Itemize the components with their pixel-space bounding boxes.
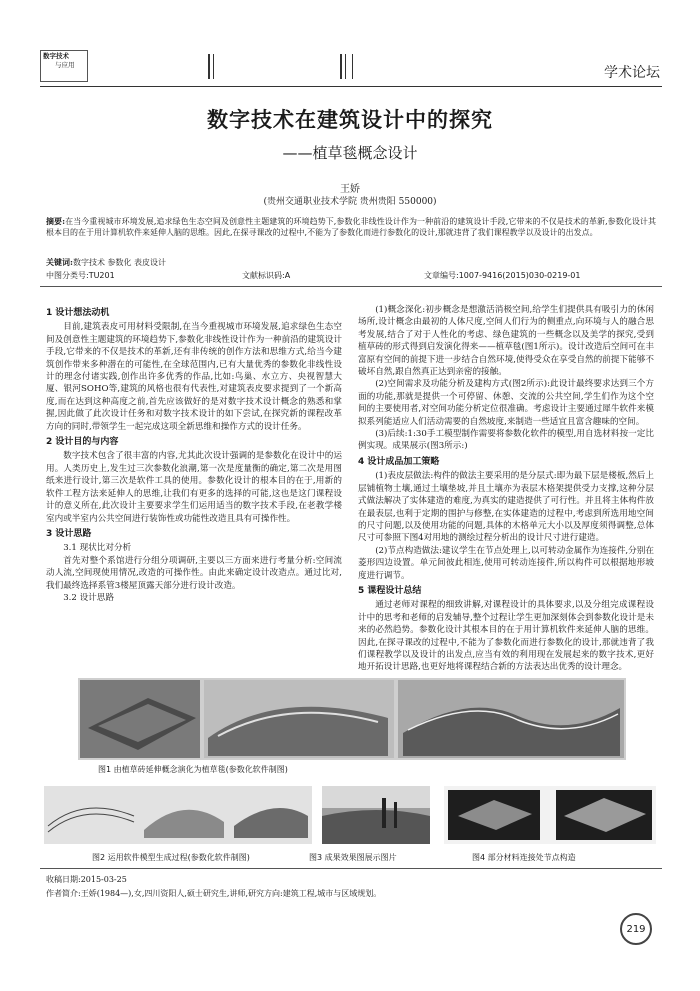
body-paragraph: 数字技术包含了很丰富的内容,尤其此次设计强调的是参数化在设计中的运用。人类历史上,发生过三次参数化浪潮,第一次是度量衡的确定,第二次是用图纸来进行设计,第三次是软件工具的使用。参数化设计的根本目的在于,用新的软件工程方法来延伸人的思维,让我们有更多的选择的可能,这也是这门课程设计的意义所在,此次设计主要要求学生们运用适当的数字技术手段,在老教学楼室内或半室内公共空间进行装饰性或功能性改造且具有可操作性。	[46, 451, 342, 524]
figure-1-panel-1	[80, 680, 200, 758]
figure-2-caption: 图2 运用软件模型生成过程(参数化软件制图)	[92, 853, 250, 862]
header-bar	[340, 54, 342, 79]
section-label: 学术论坛	[604, 65, 660, 81]
page-number: 219	[620, 913, 652, 945]
figure-2-image	[44, 786, 312, 844]
section-heading: 1 设计想法动机	[46, 308, 110, 318]
article-title: 数字技术在建筑设计中的探究	[207, 108, 493, 132]
journal-name-line1: 数字技术	[43, 52, 69, 60]
right-column	[358, 304, 654, 674]
author-name: 王娇	[340, 184, 360, 195]
article-number: 文章编号:1007-9416(2015)030-0219-01	[424, 271, 581, 280]
figure-1-panel-3	[398, 680, 624, 758]
body-paragraph: (1)表皮层做法:构件的做法主要采用的是分层式:即为最下层是楼板,然后上层铺植物土壤,通过土壤垫坡,并且土壤亦为表层木格架提供受力支撑,这种分层式做法解决了实体建造的难度,为真实的建造提供了可行性。并且将主体构件放在最表层,也利于定期的围护与修整,在实体建造的过程中,考虑到所选用地空间的尺寸问题,以及使用功能的问题,具体的木格单元大小以及厚度须得调整,总体尺寸可参照下图4对用地的测绘过程分析出的设计尺寸进行建造。	[358, 471, 654, 544]
body-paragraph: (2)空间需求及功能分析及建构方式(图2所示):此设计最终要求达到三个方面的功能,那就是提供一个可停留、休憩、交流的公共空间,学生们作为这个空间的主要使用者,对空间功能分析定位很准确。考虑设计主要通过犀牛软件来模拟系列能适应人们活动需要的自然坡度,来制造一些适宜且富含趣味的空间。	[358, 379, 654, 427]
figure-4-image	[444, 786, 656, 844]
footer-divider	[40, 868, 662, 869]
keywords-text: 数字技术 参数化 表皮设计	[72, 258, 167, 267]
received-date: 收稿日期:2015-03-25	[46, 875, 127, 884]
section-heading: 4 设计成品加工策略	[358, 456, 440, 467]
document-code: 文献标识码:A	[242, 271, 291, 280]
figure-4-caption: 图4 部分材料连接处节点构造	[472, 853, 576, 862]
body-paragraph: (3)后续:1:30手工模型制作需要将参数化软件的模型,用自选材料按一定比例实现。成果展示(图3所示:)	[358, 429, 654, 452]
figure-3-image	[322, 786, 430, 844]
article-subtitle: ——植草毯概念设计	[282, 144, 418, 162]
body-paragraph: (2)节点构造做法:建议学生在节点处理上,以可转动金属作为连接件,分别在菱形四边设置。单元间彼此相连,使用可转动连接件,所以构件可以根据地形坡度进行调节。	[358, 545, 654, 581]
figure-1-panel-2	[204, 680, 394, 758]
body-paragraph: 首先对整个系馆进行分组分项调研,主要以三方面来进行考量分析:空间流动人流,空间现使用情况,改造的可操作性。由此来确定设计改造点。通过比对,我们最终选择系管3楼屋顶露天部分进行设计改造。	[46, 555, 342, 591]
abstract-divider	[40, 286, 662, 287]
journal-name-line2: 与应用	[55, 61, 75, 69]
section-heading: 2 设计目的与内容	[46, 437, 119, 448]
keywords-label: 关键词:	[46, 257, 73, 267]
clc-number: 中图分类号:TU201	[46, 271, 115, 280]
journal-logo-box	[40, 50, 88, 82]
author-affiliation: (贵州交通职业技术学院 贵州贵阳 550000)	[263, 197, 437, 207]
keywords	[46, 257, 646, 268]
header-bar	[208, 54, 210, 79]
left-column	[46, 304, 342, 604]
body-paragraph: 目前,建筑表皮可用材料受限制,在当今重视城市环境发展,追求绿色生态空间及创意性主题建筑的环境趋势下,参数化非线性设计作为一种前沿的建筑设计手段,它带来的不仅是技术的革新,还有非传统的创作方法和思维方式,给当今建筑创作带来多种潜在的可能性,在全球范围内,已有大量优秀的参数化非线性设计的理念付诸实践,创作出许多优秀的作品,比如:鸟巢、水立方、央视智慧大厦、银河SOHO等,建筑的风格也很有代表性,对建筑表皮要求提到了一个新高度,而在达到这种高度之前,首先应该做好的是对数字技术设计概念的熟悉和掌握,因此做了此次设计任务和对数字技术设计的如下尝试,在探究新的课程改革方向的同时,带领学生一起完成这项全新思维和操作方式的设计任务。	[46, 322, 342, 432]
figure-1-image	[78, 678, 626, 760]
abstract-text: 在当今重视城市环境发展,追求绿色生态空间及创意性主题建筑的环境趋势下,参数化非线性设计作为一种前沿的建筑设计手段,它带来的不仅是技术的革新,参数化设计其根本目的在于用计算机软件来延伸人脑的思维。因此,在探寻课改的过程中,不能为了参数化而进行参数化的设计,那就违背了我们课程教学以及设计的出发点。	[46, 217, 656, 237]
section-heading: 3 设计思路	[46, 528, 92, 539]
author-bio: 作者简介:王娇(1984—),女,四川资阳人,硕士研究生,讲师,研究方向:建筑工程,城市与区域规划。	[46, 889, 382, 898]
header-divider	[40, 86, 662, 87]
body-paragraph: (1)概念深化:初步概念是想激活消极空间,给学生们提供具有吸引力的休闲场所,设计概念由最初的人体尺度,空间人们行为的侧重点,向环境与人的融合思考发展,结合了对于人性化的考虑、绿色建筑的一些概念以及美学的探究,受到植草砖的形式得到启发演化得来——植草毯(图1所示)。设计改造后空间可在丰富原有空间的前提下进一步结合自然环境,使得受众在享受自然的前提下能够不破坏自然,跟自然真正达到亲密的接触。	[358, 305, 654, 378]
body-paragraph: 通过老师对课程的细致讲解,对课程设计的具体要求,以及分组完成课程设计中的思考和老师的启发辅导,整个过程让学生更加深刻体会到参数化设计是未来的必然趋势。参数化设计其根本目的在于用计算机软件来延伸人脑的思维。因此,在探寻课改的过程中,不能为了参数化而进行参数化的设计,那就违背了我们课程教学以及设计的出发点,应当有效的利用现在发展起来的数字技术,更好地开拓设计思路,也更好地将课程结合新的方法表达出优秀的设计理念。	[358, 600, 654, 673]
header-bar	[345, 54, 346, 79]
abstract	[46, 216, 656, 238]
figure-3-caption: 图3 成果效果图展示图片	[309, 853, 397, 862]
header-bar	[213, 54, 214, 79]
abstract-label: 摘要:	[46, 216, 66, 226]
header-bar	[352, 54, 353, 79]
subsection-heading: 3.2 设计思路	[63, 592, 114, 603]
figure-1-caption: 图1 由植草砖延伸概念演化为植草毯(参数化软件制图)	[98, 765, 288, 774]
subsection-heading: 3.1 现状比对分析	[63, 543, 132, 554]
section-heading: 5 课程设计总结	[358, 585, 422, 596]
